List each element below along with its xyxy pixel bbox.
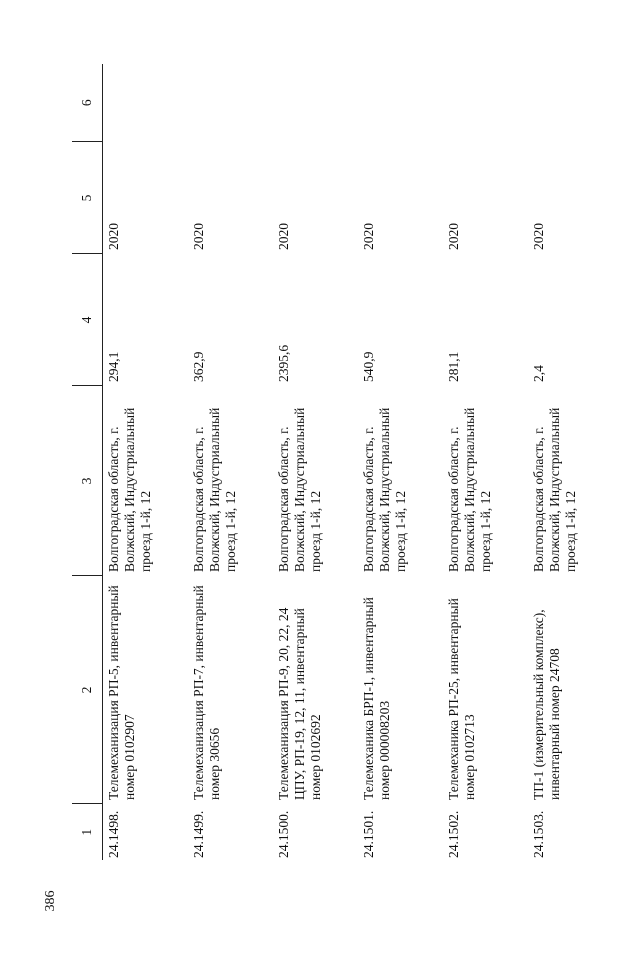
col-header-6: 6 (72, 64, 103, 142)
row-number: 24.1502. (446, 810, 461, 858)
object-name: Телемеханика РП-25, инвентарный номер 0102713 (446, 598, 478, 800)
table-row (443, 64, 528, 860)
table-row (103, 64, 189, 860)
col-header-3: 3 (72, 386, 103, 576)
object-value: 2,4 (531, 365, 546, 382)
object-note (358, 64, 443, 142)
table-row (273, 64, 358, 860)
object-value: 362,9 (191, 351, 206, 382)
object-name: Телемеханизация РП-5, инвентарный номер 0102907 (106, 585, 138, 800)
object-note (188, 64, 273, 142)
object-note (103, 64, 189, 142)
object-note (273, 64, 358, 142)
object-name: Телемеханизация РП-7, инвентарный номер 30656 (191, 585, 223, 800)
object-year: 2020 (191, 223, 206, 250)
object-address: Волгоградская область, г. Волжский, Индустриальный проезд 1-й, 12 (276, 407, 324, 572)
object-address: Волгоградская область, г. Волжский, Индустриальный проезд 1-й, 12 (531, 407, 579, 572)
row-number: 24.1500. (276, 810, 291, 858)
row-number: 24.1503. (531, 810, 546, 858)
object-value: 294,1 (106, 351, 121, 382)
object-year: 2020 (106, 223, 121, 250)
col-header-4: 4 (72, 254, 103, 386)
object-year: 2020 (531, 223, 546, 250)
header-row (72, 64, 103, 860)
table-row (528, 64, 613, 860)
object-year: 2020 (361, 223, 376, 250)
object-value: 281,1 (446, 351, 461, 382)
object-value: 2395,6 (276, 344, 291, 382)
rotated-table-wrapper (72, 60, 602, 860)
object-address: Волгоградская область, г. Волжский, Индустриальный проезд 1-й, 12 (191, 407, 239, 572)
col-header-2: 2 (72, 576, 103, 804)
property-table (72, 64, 613, 860)
object-year: 2020 (276, 223, 291, 250)
object-name: Телемеханика БРП-1, инвентарный номер 000008203 (361, 597, 393, 800)
object-address: Волгоградская область, г. Волжский, Индустриальный проезд 1-й, 12 (361, 407, 409, 572)
col-header-5: 5 (72, 142, 103, 254)
object-year: 2020 (446, 223, 461, 250)
object-note (443, 64, 528, 142)
page-number: 386 (43, 890, 58, 912)
object-note (528, 64, 613, 142)
col-header-1: 1 (72, 804, 103, 860)
row-number: 24.1501. (361, 810, 376, 858)
row-number: 24.1499. (191, 810, 206, 858)
object-address: Волгоградская область, г. Волжский, Индустриальный проезд 1-й, 12 (106, 407, 154, 572)
object-address: Волгоградская область, г. Волжский, Индустриальный проезд 1-й, 12 (446, 407, 494, 572)
object-value: 540,9 (361, 351, 376, 382)
table-row (188, 64, 273, 860)
object-name: ТП-1 (измерительный комплекс), инвентарный номер 24708 (531, 609, 563, 800)
table-row (358, 64, 443, 860)
row-number: 24.1498. (106, 810, 121, 858)
object-name: Телемеханизация РП-9, 20, 22, 24 ЦПУ, РП-19, 12, 11, инвентарный номер 0102692 (276, 607, 324, 800)
